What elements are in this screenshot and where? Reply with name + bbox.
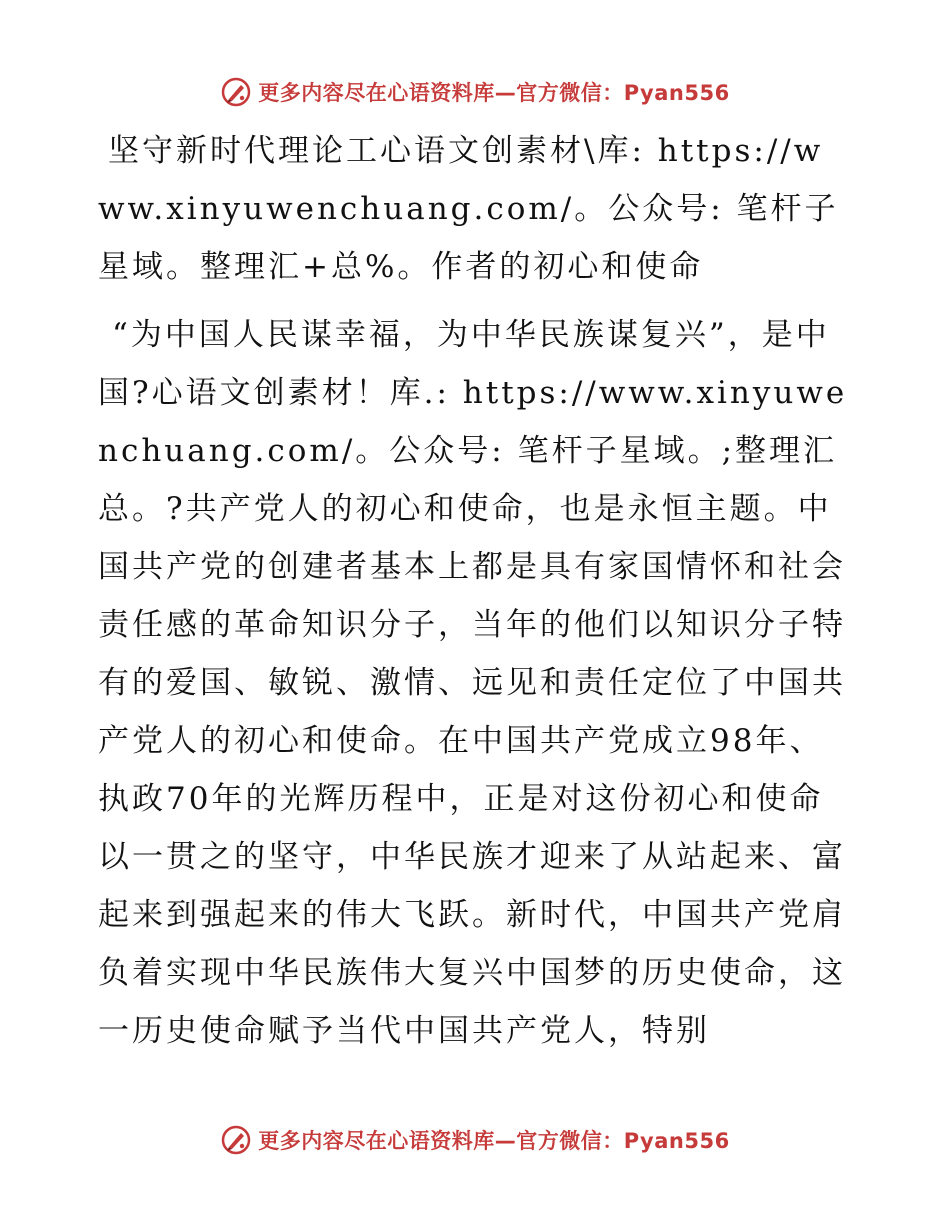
quill-pen-logo-icon — [220, 1124, 252, 1156]
watermark-text: 更多内容尽在心语资料库—官方微信：Pyan556 — [258, 81, 730, 105]
quill-pen-logo-icon — [220, 76, 252, 108]
paragraph-2: “为中国人民谋幸福，为中华民族谋复兴”，是中国?心语文创素材！库.: https://www.xinyuwenchuang.com/。公众号: 笔杆子星域。;整理汇总。?共产党人的初心和使命，也是永恒主题。中国共产党的创建者基本上都是具有家国情怀和社会责任感的革命知识分子，当年的他们以知识分子特有的爱国、敏锐、激情、远见和责任定位了中国共产党人的初心和使命。在中国共产党成立98年、执政70年的光辉历程中，正是对这份初心和使命以一贯之的坚守，中华民族才迎来了从站起来、富起来到强起来的伟大飞跃。新时代，中国共产党肩负着实现中华民族伟大复兴中国梦的历史使命，这一历史使命赋予当代中国共产党人，特别 — [98, 317, 848, 1049]
paragraph-1: 坚守新时代理论工心语文创素材\库: https://www.xinyuwenchuang.com/。公众号: 笔杆子星域。整理汇+总%。作者的初心和使命 — [98, 133, 839, 285]
watermark-text: 更多内容尽在心语资料库—官方微信：Pyan556 — [258, 1129, 730, 1153]
document-body — [98, 122, 850, 1060]
header-watermark — [0, 72, 950, 112]
footer-watermark — [0, 1120, 950, 1160]
